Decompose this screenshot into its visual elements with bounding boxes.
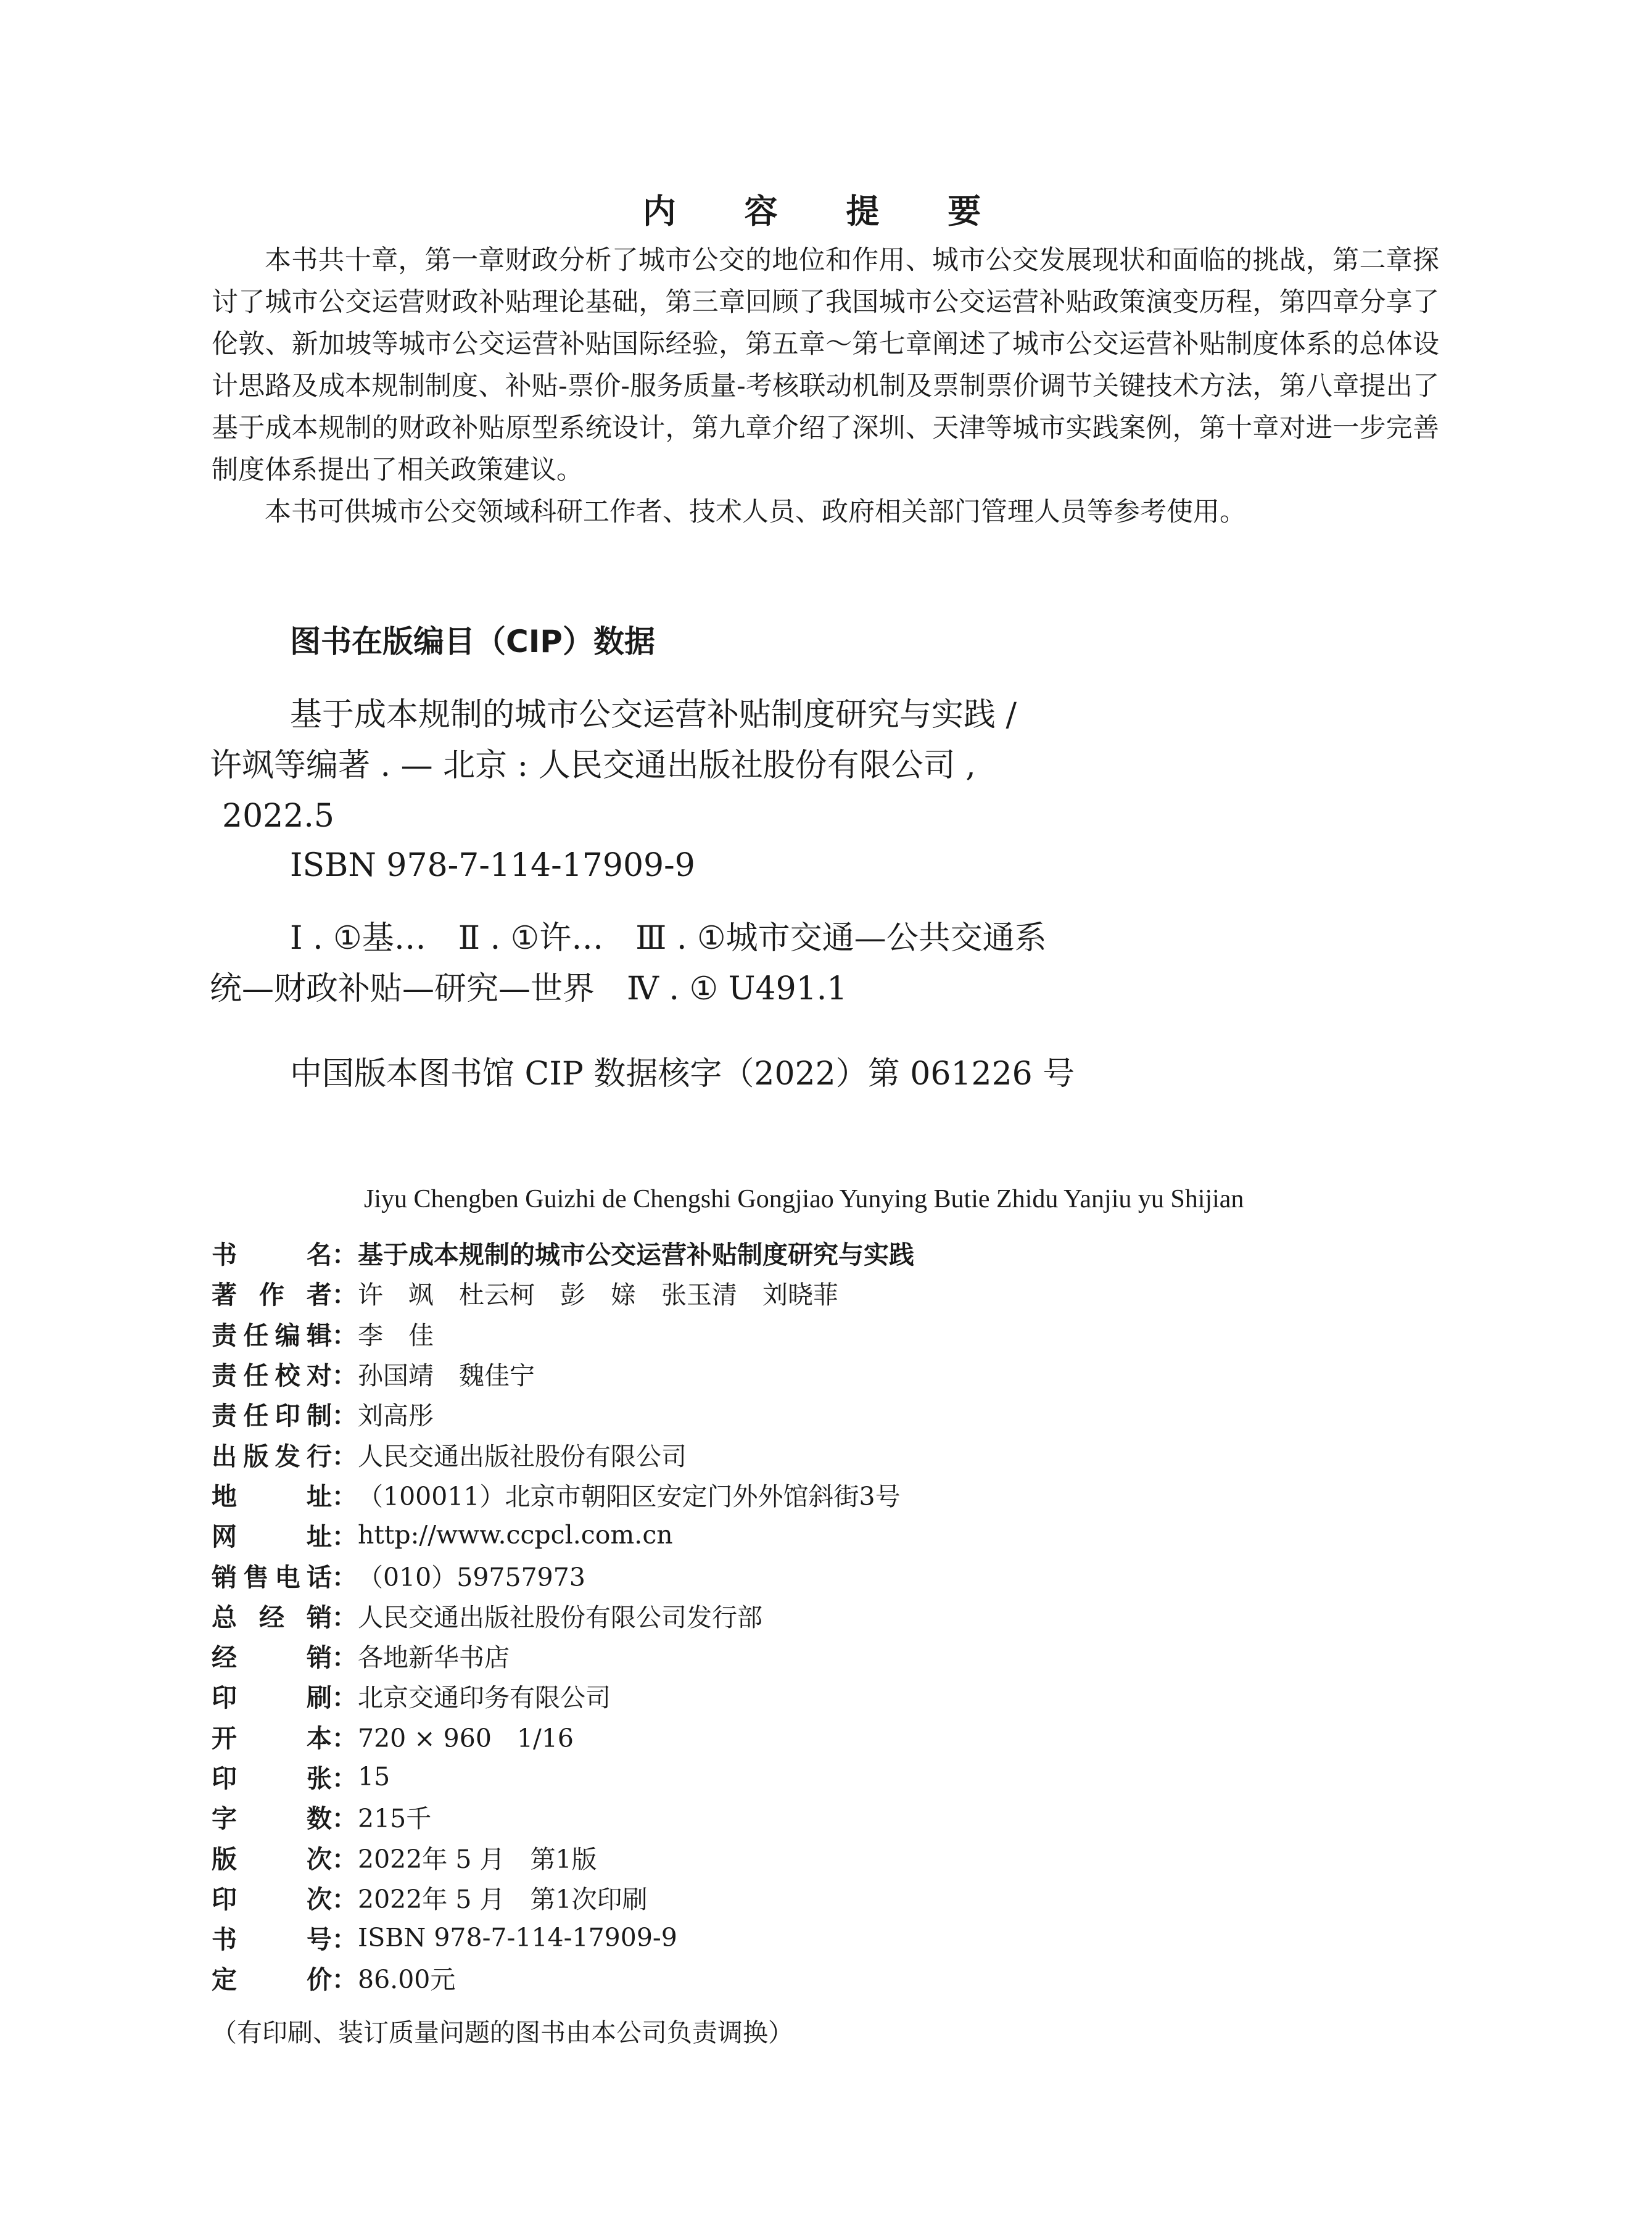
info-value: 许 飒 杜云柯 彭 媇 张玉清 刘晓菲 — [358, 1280, 838, 1310]
abstract-title: 内 容 提 要 — [642, 192, 1010, 231]
info-label-char: 址 — [307, 1522, 332, 1552]
info-label-char: 销 — [307, 1643, 332, 1673]
info-colon: ： — [332, 1884, 357, 1914]
info-colon: ： — [332, 1320, 357, 1350]
info-row — [212, 1635, 914, 1675]
info-label — [212, 1919, 332, 1956]
info-label-char: 版 — [212, 1844, 237, 1874]
info-label — [212, 1677, 332, 1714]
info-label-char: 话 — [306, 1562, 332, 1592]
info-label-char: 本 — [307, 1723, 332, 1753]
info-row — [212, 1555, 914, 1595]
info-label-char: 辑 — [306, 1320, 332, 1350]
info-label-char: 经 — [259, 1602, 284, 1632]
info-label-char: 责 — [212, 1320, 237, 1350]
info-label-char: 印 — [212, 1884, 237, 1914]
info-label-char: 次 — [307, 1884, 332, 1914]
info-label — [212, 1798, 332, 1835]
info-label — [212, 1395, 332, 1432]
info-label-char: 著 — [212, 1280, 237, 1310]
info-row — [212, 1917, 914, 1957]
info-label-char: 任 — [243, 1320, 269, 1350]
info-colon: ： — [332, 1683, 357, 1713]
info-colon: ： — [332, 1562, 357, 1592]
info-label-char: 责 — [212, 1401, 237, 1431]
info-row — [212, 1233, 914, 1273]
abstract-paragraph: 本书可供城市公交领域科研工作者、技术人员、政府相关部门管理人员等参考使用。 — [265, 497, 1246, 527]
info-value: 人民交通出版社股份有限公司 — [358, 1441, 687, 1471]
info-colon: ： — [332, 1401, 357, 1431]
info-value: 人民交通出版社股份有限公司发行部 — [358, 1602, 762, 1632]
info-label — [212, 1476, 332, 1513]
info-row — [212, 1675, 914, 1716]
info-row — [212, 1313, 914, 1353]
info-label-char: 校 — [275, 1361, 300, 1391]
info-value: ISBN 978-7-114-17909-9 — [358, 1922, 677, 1952]
info-value: （100011）北京市朝阳区安定门外外馆斜街3号 — [358, 1481, 901, 1511]
info-colon: ： — [332, 1280, 357, 1310]
cip-classification — [210, 913, 1047, 1014]
info-colon: ： — [332, 1643, 357, 1673]
abstract-paragraph: 本书共十章，第一章财政分析了城市公交的地位和作用、城市公交发展现状和面临的挑战，第二章探讨了城市公交运营财政补贴理论基础，第三章回顾了我国城市公交运营补贴政策演变历程，第四章分享了伦敦、新加坡等城市公交运营补贴国际经验，第五章～第七章阐述了城市公交运营补贴制度体系的总体设计思路及成本规制制度、补贴-票价-服务质量-考核联动机制及票制票价调节关键技术方法，第八章提出了基于成本规制的财政补贴原型系统设计，第九章介绍了深圳、天津等城市实践案例，第十章对进一步完善制度体系提出了相关政策建议。 — [212, 245, 1439, 485]
info-value: 基于成本规制的城市公交运营补贴制度研究与实践 — [358, 1240, 914, 1270]
info-label-char: 价 — [307, 1965, 332, 1995]
info-label — [212, 1718, 332, 1754]
info-label-char: 制 — [306, 1401, 332, 1431]
info-value: 北京交通印务有限公司 — [358, 1683, 611, 1713]
cip-isbn: ISBN 978-7-114-17909-9 — [290, 847, 695, 884]
info-label-char: 张 — [307, 1764, 332, 1793]
info-label — [212, 1758, 332, 1795]
info-label-char: 者 — [307, 1280, 332, 1310]
info-label-char: 数 — [307, 1804, 332, 1834]
info-label — [212, 1315, 332, 1352]
cip-title-line: 基于成本规制的城市公交运营补贴制度研究与实践 / — [290, 696, 1017, 733]
info-label-char: 售 — [243, 1562, 269, 1592]
info-value: 215千 — [358, 1804, 432, 1834]
info-value: 86.00元 — [358, 1965, 456, 1995]
info-label-char: 印 — [212, 1683, 237, 1713]
info-row — [212, 1957, 914, 1997]
info-colon: ： — [332, 1361, 357, 1391]
info-row — [212, 1273, 914, 1313]
info-label-char: 号 — [307, 1925, 332, 1955]
info-value: 720 × 960 1/16 — [358, 1723, 574, 1753]
info-label — [212, 1637, 332, 1674]
info-label-char: 任 — [243, 1401, 269, 1431]
info-value: 刘高彤 — [358, 1401, 434, 1431]
info-colon: ： — [332, 1602, 357, 1632]
info-label-char: 电 — [275, 1562, 300, 1592]
info-colon: ： — [332, 1764, 357, 1793]
info-row — [212, 1836, 914, 1877]
info-label-char: 书 — [212, 1240, 237, 1270]
info-label-char: 责 — [212, 1361, 237, 1391]
cip-cn-record: 中国版本图书馆 CIP 数据核字（2022）第 061226 号 — [290, 1056, 1075, 1093]
info-label-char: 出 — [212, 1441, 237, 1471]
info-row — [212, 1877, 914, 1917]
cip-title-line: 许飒等编著 . — 北京 : 人民交通出版社股份有限公司 , — [210, 747, 976, 784]
info-row — [212, 1434, 914, 1474]
cip-title-block — [210, 690, 1017, 841]
info-value: 李 佳 — [358, 1320, 434, 1350]
info-label-char: 销 — [212, 1562, 237, 1592]
info-colon: ： — [332, 1522, 357, 1552]
info-label-char: 定 — [212, 1965, 237, 1995]
info-row — [212, 1716, 914, 1756]
info-label-char: 任 — [243, 1361, 269, 1391]
info-value: （010）59757973 — [358, 1562, 585, 1592]
info-label-char: 地 — [212, 1481, 237, 1511]
info-colon: ： — [332, 1240, 357, 1270]
info-row — [212, 1756, 914, 1796]
info-label — [212, 1516, 332, 1553]
cip-title-line: 2022.5 — [222, 798, 334, 835]
info-row — [212, 1474, 914, 1514]
pinyin-title: Jiyu Chengben Guizhi de Chengshi Gongjiao Yunying Butie Zhidu Yanjiu yu Shijian — [364, 1185, 1244, 1213]
info-label-char: 印 — [212, 1764, 237, 1793]
info-value: 各地新华书店 — [358, 1643, 510, 1673]
info-label-char: 字 — [212, 1804, 237, 1834]
info-label-char: 对 — [306, 1361, 332, 1391]
info-label-char: 址 — [307, 1481, 332, 1511]
info-label-char: 次 — [307, 1844, 332, 1874]
info-label-char: 行 — [306, 1441, 332, 1471]
info-label — [212, 1355, 332, 1392]
cip-heading: 图书在版编目（CIP）数据 — [290, 624, 655, 659]
info-value: 孙国靖 魏佳宁 — [358, 1361, 535, 1391]
abstract-body — [212, 239, 1439, 533]
quality-note: （有印刷、装订质量问题的图书由本公司负责调换） — [212, 2018, 793, 2047]
info-label-char: 发 — [275, 1441, 300, 1471]
info-label-char: 书 — [212, 1925, 237, 1955]
info-label — [212, 1234, 332, 1271]
info-row — [212, 1595, 914, 1635]
info-value: 2022年 5 月 第1版 — [358, 1844, 597, 1874]
info-row — [212, 1796, 914, 1836]
info-label-char: 名 — [307, 1240, 332, 1270]
cip-classification-line: 统—财政补贴—研究—世界 Ⅳ . ① U491.1 — [210, 970, 848, 1007]
info-value: 15 — [358, 1761, 390, 1791]
info-colon: ： — [332, 1844, 357, 1874]
info-label-char: 经 — [212, 1643, 237, 1673]
info-label — [212, 1879, 332, 1915]
info-label — [212, 1557, 332, 1593]
info-label-char: 刷 — [307, 1683, 332, 1713]
info-colon: ： — [332, 1925, 357, 1955]
info-label-char: 网 — [212, 1522, 237, 1552]
info-label-char: 印 — [275, 1401, 300, 1431]
info-colon: ： — [332, 1481, 357, 1511]
info-colon: ： — [332, 1804, 357, 1834]
info-label-char: 编 — [275, 1320, 300, 1350]
info-row — [212, 1394, 914, 1434]
info-colon: ： — [332, 1965, 357, 1995]
info-label — [212, 1959, 332, 1996]
info-label — [212, 1436, 332, 1473]
cip-classification-line: Ⅰ . ①基… Ⅱ . ①许… Ⅲ . ①城市交通—公共交通系 — [290, 920, 1047, 957]
info-row — [212, 1514, 914, 1555]
info-value: 2022年 5 月 第1次印刷 — [358, 1884, 648, 1914]
info-table — [212, 1233, 914, 1998]
info-label-char: 总 — [212, 1602, 237, 1632]
info-label-char: 销 — [307, 1602, 332, 1632]
info-label-char: 开 — [212, 1723, 237, 1753]
info-label — [212, 1597, 332, 1634]
info-label — [212, 1274, 332, 1311]
info-colon: ： — [332, 1723, 357, 1753]
info-label — [212, 1839, 332, 1875]
info-row — [212, 1353, 914, 1394]
info-label-char: 作 — [259, 1280, 284, 1310]
info-colon: ： — [332, 1441, 357, 1471]
info-value: http://www.ccpcl.com.cn — [358, 1519, 673, 1550]
info-label-char: 版 — [243, 1441, 269, 1471]
